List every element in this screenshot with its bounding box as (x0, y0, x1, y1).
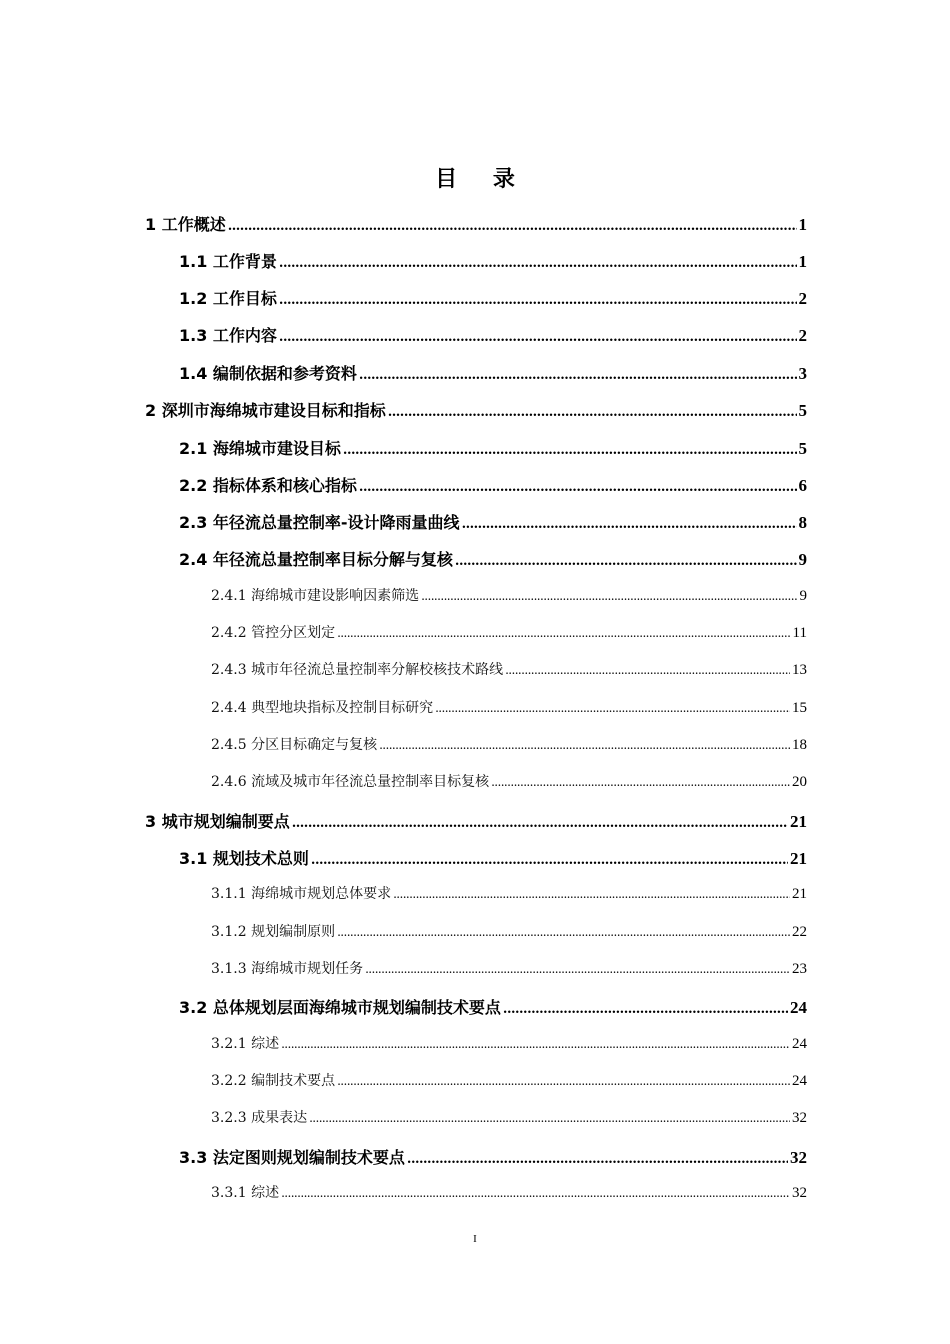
toc-entry-page: 11 (792, 625, 807, 641)
toc-entry-label: 3 城市规划编制要点 (145, 812, 290, 831)
dot-leader (503, 1002, 788, 1017)
dot-leader (279, 293, 797, 308)
toc-entry-label: 2.4.2 管控分区划定 (211, 625, 336, 641)
toc-entry-label: 3.1.2 规划编制原则 (211, 924, 336, 940)
toc-entry-label: 3.2.2 编制技术要点 (211, 1073, 336, 1089)
toc-entry-label: 2.1 海绵城市建设目标 (179, 439, 341, 458)
toc-entry-page: 32 (792, 1110, 807, 1126)
dot-leader (365, 962, 790, 976)
toc-entry-2-3[interactable] (179, 510, 807, 533)
toc-entry-label: 1.1 工作背景 (179, 252, 277, 271)
toc-entry-page: 1 (798, 252, 807, 271)
toc-entry-1-1[interactable] (179, 249, 807, 272)
toc-entry-page: 9 (799, 588, 807, 604)
toc-entry-label: 3.1 规划技术总则 (179, 849, 309, 868)
toc-entry-label: 2.4.6 流域及城市年径流总量控制率目标复核 (211, 774, 490, 790)
toc-entry-page: 9 (798, 550, 807, 569)
toc-entry-page: 5 (798, 439, 807, 458)
toc-entry-page: 24 (790, 998, 807, 1017)
toc-entry-page: 18 (792, 737, 807, 753)
toc-title: 目 录 (435, 167, 529, 192)
toc-entry-3-2[interactable] (179, 995, 807, 1018)
toc-entry-1-4[interactable] (179, 361, 807, 384)
toc-entry-3-1-3[interactable] (211, 958, 807, 978)
toc-entry-label: 1 工作概述 (145, 215, 226, 234)
dot-leader (435, 701, 790, 715)
toc-entry-3-2-3[interactable] (211, 1107, 807, 1127)
toc-entry-page: 2 (798, 326, 807, 345)
toc-entry-3-3[interactable] (179, 1145, 807, 1168)
dot-leader (343, 443, 797, 458)
toc-entry-3-2-1[interactable] (211, 1033, 807, 1053)
toc-entry-label: 3.3 法定图则规划编制技术要点 (179, 1148, 405, 1167)
toc-entry-label: 2.4.5 分区目标确定与复核 (211, 737, 378, 753)
toc-entry-label: 2 深圳市海绵城市建设目标和指标 (145, 401, 386, 420)
dot-leader (462, 517, 797, 532)
toc-entry-label: 3.2 总体规划层面海绵城市规划编制技术要点 (179, 998, 501, 1017)
dot-leader (309, 1111, 790, 1125)
dot-leader (311, 853, 788, 868)
toc-entry-label: 2.4 年径流总量控制率目标分解与复核 (179, 550, 453, 569)
toc-entry-2-2[interactable] (179, 473, 807, 496)
toc-entry-3-1-2[interactable] (211, 921, 807, 941)
dot-leader (393, 887, 790, 901)
toc-entry-page: 24 (792, 1073, 807, 1089)
toc-entry-page: 21 (790, 812, 807, 831)
toc-entry-label: 1.4 编制依据和参考资料 (179, 364, 357, 383)
toc-entry-page: 13 (792, 662, 807, 678)
dot-leader (228, 219, 797, 234)
toc-entry-2-4-2[interactable] (211, 622, 807, 642)
toc-entry-label: 3.2.1 综述 (211, 1036, 280, 1052)
toc-entry-page: 22 (792, 924, 807, 940)
toc-entry-page: 2 (798, 289, 807, 308)
toc-entry-label: 1.2 工作目标 (179, 289, 277, 308)
toc-entry-2-1[interactable] (179, 436, 807, 459)
dot-leader (379, 738, 790, 752)
page-number: I (473, 1233, 477, 1245)
toc-entry-2-4[interactable] (179, 547, 807, 570)
toc-entry-3[interactable] (145, 809, 807, 832)
toc-entry-2-4-3[interactable] (211, 659, 807, 679)
toc-entry-page: 21 (792, 886, 807, 902)
toc-entry-label: 2.4.4 典型地块指标及控制目标研究 (211, 700, 434, 716)
toc-entry-1[interactable] (145, 212, 807, 235)
toc-entry-page: 32 (790, 1148, 807, 1167)
toc-entry-label: 1.3 工作内容 (179, 326, 277, 345)
toc-entry-3-1-1[interactable] (211, 883, 807, 903)
toc-entry-2[interactable] (145, 398, 807, 421)
dot-leader (359, 480, 797, 495)
toc-entry-page: 5 (798, 401, 807, 420)
dot-leader (337, 925, 790, 939)
toc-entry-label: 3.2.3 成果表达 (211, 1110, 308, 1126)
toc-entry-label: 2.4.1 海绵城市建设影响因素筛选 (211, 588, 420, 604)
dot-leader (491, 775, 790, 789)
toc-entry-3-1[interactable] (179, 846, 807, 869)
dot-leader (279, 256, 797, 271)
toc-entry-page: 3 (798, 364, 807, 383)
toc-entry-label: 2.3 年径流总量控制率-设计降雨量曲线 (179, 513, 460, 532)
toc-entry-3-3-1[interactable] (211, 1182, 807, 1202)
dot-leader (279, 330, 797, 345)
toc-entry-page: 21 (790, 849, 807, 868)
toc-entry-1-3[interactable] (179, 323, 807, 346)
toc-entry-2-4-4[interactable] (211, 697, 807, 717)
toc-entry-page: 8 (798, 513, 807, 532)
toc-entry-2-4-6[interactable] (211, 771, 807, 791)
dot-leader (337, 626, 790, 640)
dot-leader (359, 368, 797, 383)
toc-entry-label: 2.4.3 城市年径流总量控制率分解校核技术路线 (211, 662, 504, 678)
dot-leader (407, 1152, 788, 1167)
toc-entry-3-2-2[interactable] (211, 1070, 807, 1090)
toc-entry-2-4-1[interactable] (211, 585, 807, 605)
toc-entry-label: 3.1.3 海绵城市规划任务 (211, 961, 364, 977)
dot-leader (421, 589, 797, 603)
toc-entry-label: 3.3.1 综述 (211, 1185, 280, 1201)
dot-leader (455, 554, 797, 569)
toc-entry-page: 1 (798, 215, 807, 234)
toc-entry-page: 24 (792, 1036, 807, 1052)
toc-entry-page: 20 (792, 774, 807, 790)
toc-entry-label: 2.2 指标体系和核心指标 (179, 476, 357, 495)
toc-entry-1-2[interactable] (179, 286, 807, 309)
toc-entry-page: 32 (792, 1185, 807, 1201)
dot-leader (388, 405, 797, 420)
dot-leader (505, 663, 790, 677)
dot-leader (281, 1186, 790, 1200)
dot-leader (281, 1037, 790, 1051)
toc-entry-page: 23 (792, 961, 807, 977)
toc-entry-label: 3.1.1 海绵城市规划总体要求 (211, 886, 392, 902)
dot-leader (337, 1074, 790, 1088)
toc-entry-page: 15 (792, 700, 807, 716)
toc-entry-page: 6 (798, 476, 807, 495)
toc-entry-2-4-5[interactable] (211, 734, 807, 754)
dot-leader (292, 816, 788, 831)
